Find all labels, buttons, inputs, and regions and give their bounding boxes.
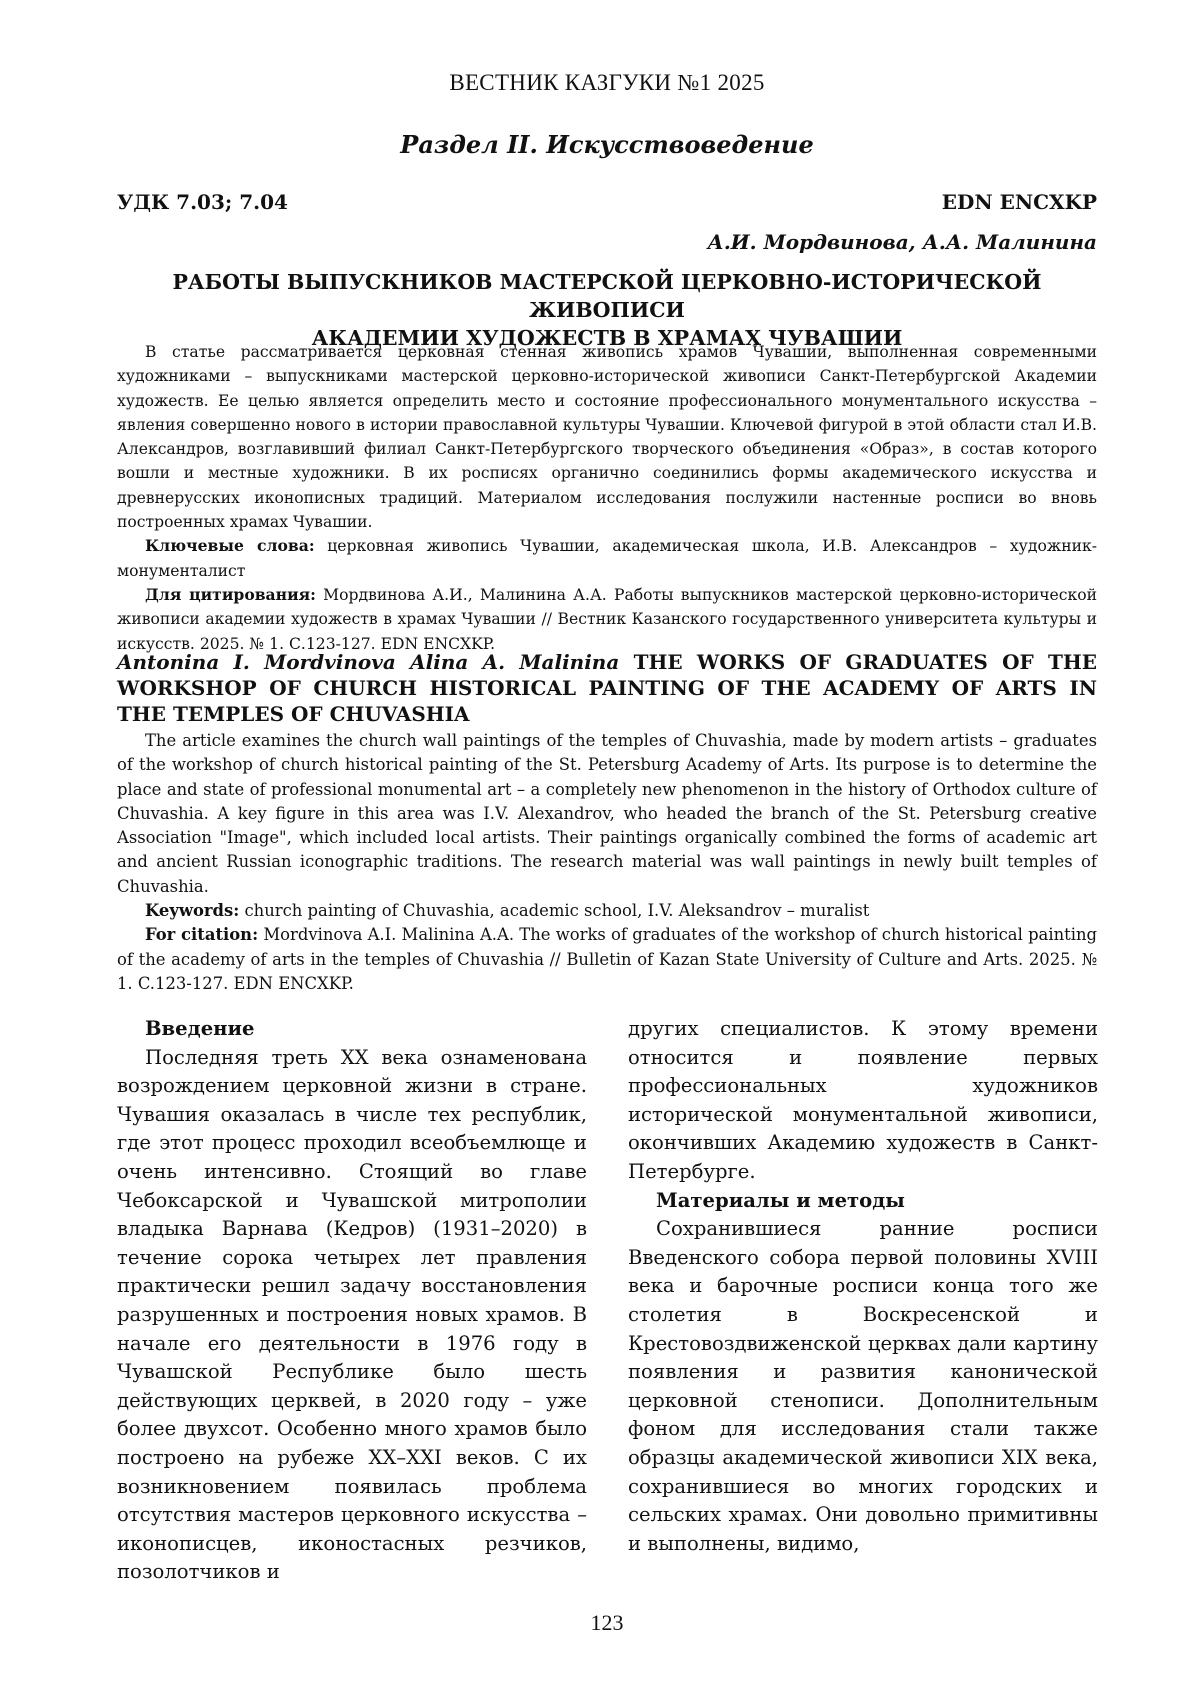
title-en-text: THE WORKS OF GRADUATES OF THE WORKSHOP OF CHURCH HISTORICAL PAINTING OF THE ACADEMY OF ARTS IN THE TEMPLES OF CHUVASHIA: [117, 650, 1098, 726]
keywords-ru: [117, 534, 1097, 583]
journal-header: ВЕСТНИК КАЗГУКИ №1 2025: [449, 70, 765, 95]
citation-en-text: Mordvinova A.I. Malinina A.A. The works of graduates of the workshop of church historical painting of the academy of arts in the temples of Chuvashia // Bulletin of Kazan State University of Culture and Arts. 2025. № 1. C.123-127. EDN ENCXKP.: [117, 925, 1098, 993]
body-column-left: [117, 1015, 587, 1587]
intro-paragraph: Последняя треть XX века ознаменована возрождением церковной жизни в стране. Чувашия оказалась в числе тех республик, где этот процесс проходил всеобъемлюще и очень интенсивно. Стоящий во главе Чебоксарской и Чувашской митрополии владыка Варнава (Кедров) (1931–2020) в течение сорока четырех лет правления практически решил задачу восстановления разрушенных и построения новых храмов. В начале его деятельности в 1976 году в Чувашской Республике было шесть действующих церквей, в 2020 году – уже более двухсот. Особенно много храмов было построено на рубеже XX–XXI веков. С их возникновением появилась проблема отсутствия мастеров церковного искусства – иконописцев, иконостасных резчиков, позолотчиков и: [117, 1045, 587, 1584]
keywords-en: [117, 899, 1097, 923]
citation-en-label: For citation:: [145, 925, 259, 945]
abstract-en-text: The article examines the church wall paintings of the temples of Chuvashia, made by modern artists – graduates of the workshop of church historical painting of the St. Petersburg Academy of Arts. Its purpose is to determine the place and state of professional monumental art – a completely new phenomenon in the history of Orthodox culture of Chuvashia. A key figure in this area was I.V. Alexandrov, who headed the branch of the St. Petersburg creative Association "Image", which included local artists. Their paintings organically combined the forms of academic art and ancient Russian iconographic traditions. The research material was wall paintings in newly built temples of Chuvashia.: [117, 731, 1097, 896]
keywords-en-label: Keywords:: [145, 901, 240, 921]
authors-ru: А.И. Мордвинова, А.А. Малинина: [707, 230, 1097, 254]
article-title-en: [117, 649, 1097, 727]
page-number: 123: [590, 1610, 624, 1635]
citation-en: [117, 923, 1097, 996]
methods-heading: Материалы и методы: [656, 1188, 905, 1212]
body-column-right: [628, 1015, 1098, 1558]
abstract-ru-text: В статье рассматривается церковная стенная живопись храмов Чувашии, выполненная современными художниками – выпускниками мастерской церковно-исторической живописи Санкт-Петербургской Академии художеств. Ее целью является определить место и состояние профессионального монументального искусства – явления совершенно нового в истории православной культуры Чувашии. Ключевой фигурой в этой области стал И.В. Александров, возглавивший филиал Санкт-Петербургского творческого объединения «Образ», в состав которого вошли и местные художники. В их росписях органично соединились формы академического искусства и древнерусских иконописных традиций. Материалом исследования послужили настенные росписи во вновь построенных храмах Чувашии.: [117, 343, 1097, 532]
citation-ru: [117, 583, 1097, 656]
keywords-ru-text: церковная живопись Чувашии, академическая школа, И.В. Александров – художник-монументалист: [117, 537, 1097, 580]
keywords-en-text: church painting of Chuvashia, academic school, I.V. Aleksandrov – muralist: [239, 901, 870, 921]
section-title: Раздел II. Искусствоведение: [400, 130, 814, 159]
keywords-ru-label: Ключевые слова:: [145, 536, 315, 556]
intro-heading: Введение: [145, 1017, 255, 1040]
intro-paragraph-continued: других специалистов. К этому времени относится и появление первых профессиональных художников исторической монументальной живописи, окончивших Академию художеств в Санкт-Петербурге.: [628, 1017, 1098, 1183]
udk-code: УДК 7.03; 7.04: [117, 190, 288, 214]
title-ru-line-1: РАБОТЫ ВЫПУСКНИКОВ МАСТЕРСКОЙ ЦЕРКОВНО-ИСТОРИЧЕСКОЙ ЖИВОПИСИ: [172, 270, 1042, 322]
citation-ru-label: Для цитирования:: [145, 584, 316, 604]
title-ru-line-2: АКАДЕМИИ ХУДОЖЕСТВ В ХРАМАХ ЧУВАШИИ: [311, 326, 903, 350]
methods-paragraph: Сохранившиеся ранние росписи Введенского собора первой половины XVIII века и барочные росписи конца того же столетия в Воскресенской и Крестовоздвиженской церквах дали картину появления и развития канонической церковной стенописи. Дополнительным фоном для исследования стали также образцы академической живописи XIX века, сохранившиеся во многих городских и сельских храмах. Они довольно примитивны и выполнены, видимо,: [628, 1217, 1098, 1555]
abstract-en: [117, 729, 1097, 996]
edn-code: EDN ENCXKP: [941, 190, 1097, 214]
authors-en: Antonina I. Mordvinova Alina A. Malinina: [117, 650, 620, 674]
citation-ru-text: Мордвинова А.И., Малинина А.А. Работы выпускников мастерской церковно-исторической живописи академии художеств в храмах Чувашии // Вестник Казанского государственного университета культуры и искусств. 2025. № 1. С.123-127. EDN ENCXKP.: [117, 585, 1098, 653]
abstract-ru: [117, 340, 1097, 656]
